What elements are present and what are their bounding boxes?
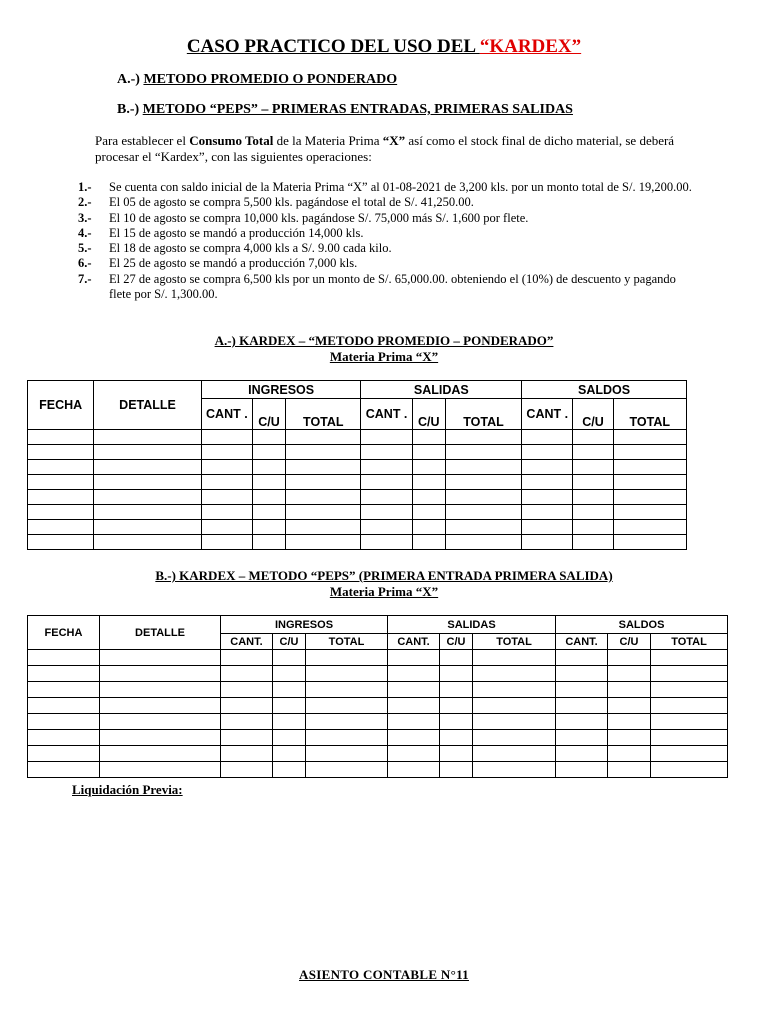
- operation-text: El 10 de agosto se compra 10,000 kls. pagándose S/. 75,000 más S/. 1,600 por flete.: [109, 210, 529, 225]
- table-cell: [651, 650, 728, 666]
- table-cell: [100, 714, 221, 730]
- table-cell: [573, 490, 613, 505]
- cant-header: CANT.: [221, 634, 273, 650]
- table-cell: [361, 505, 412, 520]
- table-cell: [221, 730, 273, 746]
- table-cell: [388, 698, 440, 714]
- table-cell: [445, 520, 521, 535]
- cu-header: C/U: [608, 634, 651, 650]
- cu-header: C/U: [412, 399, 445, 430]
- kardex-b-caption: [0, 568, 768, 600]
- table-cell: [613, 460, 686, 475]
- table-cell: [522, 535, 573, 550]
- operation-number: 4.-: [78, 225, 92, 240]
- kardex-a-caption: [0, 333, 768, 365]
- table-cell: [201, 520, 252, 535]
- table-cell: [412, 490, 445, 505]
- table-cell: [412, 430, 445, 445]
- table-cell: [273, 650, 306, 666]
- operation-number: 3.-: [78, 210, 92, 225]
- table-cell: [573, 520, 613, 535]
- table-cell: [273, 682, 306, 698]
- table-cell: [28, 520, 94, 535]
- table-cell: [94, 490, 201, 505]
- table-cell: [440, 714, 473, 730]
- total-header: TOTAL: [445, 399, 521, 430]
- table-cell: [608, 730, 651, 746]
- table-cell: [651, 682, 728, 698]
- title-highlight: “KARDEX”: [479, 36, 582, 57]
- table-cell: [651, 698, 728, 714]
- operation-item: [78, 241, 698, 256]
- table-row: [28, 430, 687, 445]
- table-cell: [273, 762, 306, 778]
- table-cell: [361, 445, 412, 460]
- table-cell: [252, 445, 285, 460]
- cu-header: C/U: [252, 399, 285, 430]
- table-cell: [28, 475, 94, 490]
- cant-header: CANT.: [388, 634, 440, 650]
- table-cell: [221, 650, 273, 666]
- kardex-a-subtitle: Materia Prima “X”: [329, 349, 439, 364]
- total-header: TOTAL: [473, 634, 556, 650]
- method-b-heading: [117, 102, 573, 118]
- table-cell: [273, 714, 306, 730]
- method-a-label: METODO PROMEDIO O PONDERADO: [143, 72, 398, 87]
- table-cell: [445, 505, 521, 520]
- table-cell: [522, 460, 573, 475]
- table-cell: [100, 762, 221, 778]
- table-cell: [286, 505, 361, 520]
- table-cell: [445, 430, 521, 445]
- table-cell: [273, 666, 306, 682]
- table-cell: [201, 490, 252, 505]
- table-cell: [306, 762, 388, 778]
- table-cell: [94, 430, 201, 445]
- table-cell: [28, 650, 100, 666]
- table-cell: [286, 535, 361, 550]
- table-cell: [94, 445, 201, 460]
- table-cell: [473, 682, 556, 698]
- table-cell: [28, 682, 100, 698]
- kardex-b-subtitle: Materia Prima “X”: [329, 584, 439, 599]
- cant-header: CANT .: [361, 399, 412, 430]
- table-cell: [412, 445, 445, 460]
- salidas-header: SALIDAS: [361, 381, 522, 399]
- table-cell: [201, 430, 252, 445]
- table-cell: [556, 682, 608, 698]
- table-cell: [608, 746, 651, 762]
- table-row: [28, 520, 687, 535]
- table-cell: [613, 430, 686, 445]
- table-cell: [100, 698, 221, 714]
- table-cell: [221, 666, 273, 682]
- table-cell: [221, 762, 273, 778]
- kardex-b-body: [28, 650, 728, 778]
- table-cell: [286, 430, 361, 445]
- table-cell: [286, 520, 361, 535]
- table-cell: [273, 698, 306, 714]
- table-cell: [361, 490, 412, 505]
- table-cell: [522, 445, 573, 460]
- operation-text: El 15 de agosto se mandó a producción 14,000 kls.: [109, 225, 364, 240]
- table-cell: [286, 475, 361, 490]
- table-row: [28, 762, 728, 778]
- table-row: [28, 490, 687, 505]
- table-cell: [556, 730, 608, 746]
- saldos-header: SALDOS: [556, 616, 728, 634]
- operation-number: 1.-: [78, 180, 92, 194]
- operation-number: 2.-: [78, 195, 92, 210]
- operation-item: [78, 256, 698, 271]
- table-cell: [221, 714, 273, 730]
- cant-header: CANT .: [201, 399, 252, 430]
- table-cell: [651, 714, 728, 730]
- table-cell: [573, 505, 613, 520]
- table-row: [28, 650, 728, 666]
- operation-item: [78, 180, 698, 195]
- table-cell: [440, 762, 473, 778]
- table-cell: [221, 746, 273, 762]
- table-cell: [473, 746, 556, 762]
- intro-text-3: así como el stock final de dicho material, se deberá procesar el “Kardex”, con las siguientes operaciones:: [95, 133, 675, 164]
- operation-number: 7.-: [78, 271, 92, 286]
- table-cell: [445, 445, 521, 460]
- table-cell: [440, 746, 473, 762]
- intro-text-1: Para establecer el: [95, 133, 190, 148]
- kardex-b-title: B.-) KARDEX – METODO “PEPS” (PRIMERA ENTRADA PRIMERA SALIDA): [155, 568, 613, 583]
- kardex-a-body: [28, 430, 687, 550]
- table-row: [28, 714, 728, 730]
- table-cell: [201, 535, 252, 550]
- kardex-b-table: [27, 615, 728, 778]
- table-cell: [573, 475, 613, 490]
- total-header: TOTAL: [651, 634, 728, 650]
- table-row: [28, 535, 687, 550]
- table-cell: [522, 520, 573, 535]
- cant-header: CANT.: [556, 634, 608, 650]
- kardex-a-title: A.-) KARDEX – “METODO PROMEDIO – PONDERADO”: [214, 333, 554, 348]
- table-cell: [608, 698, 651, 714]
- table-cell: [613, 535, 686, 550]
- table-cell: [388, 746, 440, 762]
- table-cell: [445, 535, 521, 550]
- table-cell: [100, 730, 221, 746]
- cu-header: C/U: [273, 634, 306, 650]
- table-cell: [473, 666, 556, 682]
- total-header: TOTAL: [306, 634, 388, 650]
- table-cell: [94, 460, 201, 475]
- table-cell: [221, 698, 273, 714]
- table-cell: [556, 666, 608, 682]
- table-cell: [522, 490, 573, 505]
- col-detalle-header: DETALLE: [100, 616, 221, 650]
- col-detalle-header: DETALLE: [94, 381, 201, 430]
- table-cell: [473, 762, 556, 778]
- table-cell: [252, 475, 285, 490]
- table-cell: [361, 535, 412, 550]
- table-cell: [28, 535, 94, 550]
- table-cell: [651, 746, 728, 762]
- table-row: [28, 460, 687, 475]
- table-cell: [100, 650, 221, 666]
- total-header: TOTAL: [613, 399, 686, 430]
- operations-list: [78, 180, 698, 302]
- table-cell: [613, 490, 686, 505]
- table-cell: [252, 490, 285, 505]
- table-cell: [613, 505, 686, 520]
- table-cell: [556, 746, 608, 762]
- intro-bold-consumo: Consumo Total: [189, 133, 274, 148]
- table-cell: [273, 746, 306, 762]
- table-cell: [573, 445, 613, 460]
- operation-item: [78, 272, 698, 303]
- table-cell: [556, 698, 608, 714]
- col-fecha-header: FECHA: [28, 381, 94, 430]
- table-cell: [556, 714, 608, 730]
- table-cell: [28, 714, 100, 730]
- table-row: [28, 666, 728, 682]
- table-cell: [28, 698, 100, 714]
- table-cell: [201, 505, 252, 520]
- cu-header: C/U: [573, 399, 613, 430]
- table-cell: [252, 520, 285, 535]
- ingresos-header: INGRESOS: [201, 381, 361, 399]
- operation-number: 5.-: [78, 241, 92, 256]
- table-cell: [94, 505, 201, 520]
- table-row: [28, 730, 728, 746]
- table-cell: [440, 730, 473, 746]
- liquidacion-label: Liquidación Previa:: [72, 782, 183, 797]
- intro-text-2: de la Materia Prima: [273, 133, 383, 148]
- table-cell: [613, 445, 686, 460]
- table-cell: [28, 730, 100, 746]
- table-cell: [28, 490, 94, 505]
- table-cell: [412, 475, 445, 490]
- table-cell: [306, 650, 388, 666]
- table-row: [28, 682, 728, 698]
- table-cell: [651, 730, 728, 746]
- table-cell: [306, 698, 388, 714]
- table-cell: [94, 520, 201, 535]
- table-row: [28, 698, 728, 714]
- asiento-contable-heading: ASIENTO CONTABLE N°11: [299, 967, 469, 982]
- table-cell: [252, 430, 285, 445]
- table-cell: [608, 666, 651, 682]
- table-cell: [361, 475, 412, 490]
- table-cell: [388, 650, 440, 666]
- table-cell: [573, 430, 613, 445]
- table-row: [28, 746, 728, 762]
- table-cell: [651, 762, 728, 778]
- table-cell: [201, 445, 252, 460]
- table-cell: [28, 666, 100, 682]
- table-cell: [252, 460, 285, 475]
- table-cell: [286, 445, 361, 460]
- table-cell: [100, 746, 221, 762]
- table-cell: [28, 460, 94, 475]
- col-fecha-header: FECHA: [28, 616, 100, 650]
- salidas-header: SALIDAS: [388, 616, 556, 634]
- method-a-heading: [117, 72, 397, 88]
- table-cell: [608, 714, 651, 730]
- table-cell: [361, 460, 412, 475]
- table-cell: [440, 682, 473, 698]
- table-cell: [440, 698, 473, 714]
- table-cell: [273, 730, 306, 746]
- table-cell: [286, 490, 361, 505]
- table-cell: [522, 475, 573, 490]
- table-cell: [573, 535, 613, 550]
- table-cell: [388, 666, 440, 682]
- table-cell: [28, 445, 94, 460]
- table-cell: [252, 505, 285, 520]
- table-cell: [306, 666, 388, 682]
- table-cell: [608, 650, 651, 666]
- table-cell: [361, 430, 412, 445]
- table-cell: [28, 430, 94, 445]
- operation-text: El 05 de agosto se compra 5,500 kls. pagándose el total de S/. 41,250.00.: [109, 195, 474, 210]
- title-prefix: CASO PRACTICO DEL USO DEL: [186, 36, 480, 57]
- operation-text: Se cuenta con saldo inicial de la Materia Prima “X” al 01-08-2021 de 3,200 kls. por un monto total de S/. 19,200.00.: [109, 180, 692, 194]
- operation-text: El 18 de agosto se compra 4,000 kls a S/. 9.00 cada kilo.: [109, 241, 392, 256]
- table-cell: [522, 430, 573, 445]
- table-cell: [100, 666, 221, 682]
- table-cell: [412, 520, 445, 535]
- table-cell: [522, 505, 573, 520]
- saldos-header: SALDOS: [522, 381, 687, 399]
- table-cell: [388, 682, 440, 698]
- table-row: [28, 445, 687, 460]
- table-row: [28, 475, 687, 490]
- table-cell: [306, 730, 388, 746]
- table-cell: [388, 714, 440, 730]
- table-cell: [556, 762, 608, 778]
- table-cell: [445, 490, 521, 505]
- table-cell: [252, 535, 285, 550]
- table-cell: [286, 460, 361, 475]
- table-cell: [473, 698, 556, 714]
- table-cell: [613, 520, 686, 535]
- page-title: [0, 36, 768, 58]
- table-cell: [306, 746, 388, 762]
- operation-item: [78, 195, 698, 210]
- table-cell: [388, 730, 440, 746]
- table-cell: [651, 666, 728, 682]
- table-cell: [412, 535, 445, 550]
- table-cell: [556, 650, 608, 666]
- table-cell: [201, 475, 252, 490]
- table-cell: [613, 475, 686, 490]
- ingresos-header: INGRESOS: [221, 616, 388, 634]
- table-cell: [440, 650, 473, 666]
- operation-text: El 27 de agosto se compra 6,500 kls por un monto de S/. 65,000.00. obteniendo el (10%) de descuento y pagando flete por S/. 1,300.00.: [109, 271, 676, 302]
- cant-header: CANT .: [522, 399, 573, 430]
- table-cell: [440, 666, 473, 682]
- table-cell: [608, 762, 651, 778]
- table-cell: [573, 460, 613, 475]
- kardex-a-table: [27, 380, 687, 550]
- intro-paragraph: [95, 133, 705, 165]
- table-cell: [221, 682, 273, 698]
- operation-text: El 25 de agosto se mandó a producción 7,000 kls.: [109, 256, 358, 271]
- table-cell: [28, 762, 100, 778]
- table-row: [28, 505, 687, 520]
- operation-number: 6.-: [78, 256, 92, 271]
- table-cell: [306, 682, 388, 698]
- table-cell: [306, 714, 388, 730]
- table-cell: [100, 682, 221, 698]
- table-cell: [28, 746, 100, 762]
- table-cell: [201, 460, 252, 475]
- table-cell: [388, 762, 440, 778]
- method-b-label: METODO “PEPS” – PRIMERAS ENTRADAS, PRIMERAS SALIDAS: [142, 102, 573, 117]
- operation-item: [78, 226, 698, 241]
- method-b-prefix: B.-): [117, 102, 143, 117]
- table-cell: [412, 460, 445, 475]
- table-cell: [361, 520, 412, 535]
- table-cell: [445, 475, 521, 490]
- table-cell: [608, 682, 651, 698]
- table-cell: [445, 460, 521, 475]
- table-cell: [473, 730, 556, 746]
- method-a-prefix: A.-): [117, 72, 144, 87]
- table-cell: [473, 650, 556, 666]
- table-cell: [473, 714, 556, 730]
- operation-item: [78, 211, 698, 226]
- table-cell: [94, 475, 201, 490]
- table-cell: [94, 535, 201, 550]
- cu-header: C/U: [440, 634, 473, 650]
- total-header: TOTAL: [286, 399, 361, 430]
- table-cell: [412, 505, 445, 520]
- table-cell: [28, 505, 94, 520]
- intro-bold-x: “X”: [382, 133, 406, 148]
